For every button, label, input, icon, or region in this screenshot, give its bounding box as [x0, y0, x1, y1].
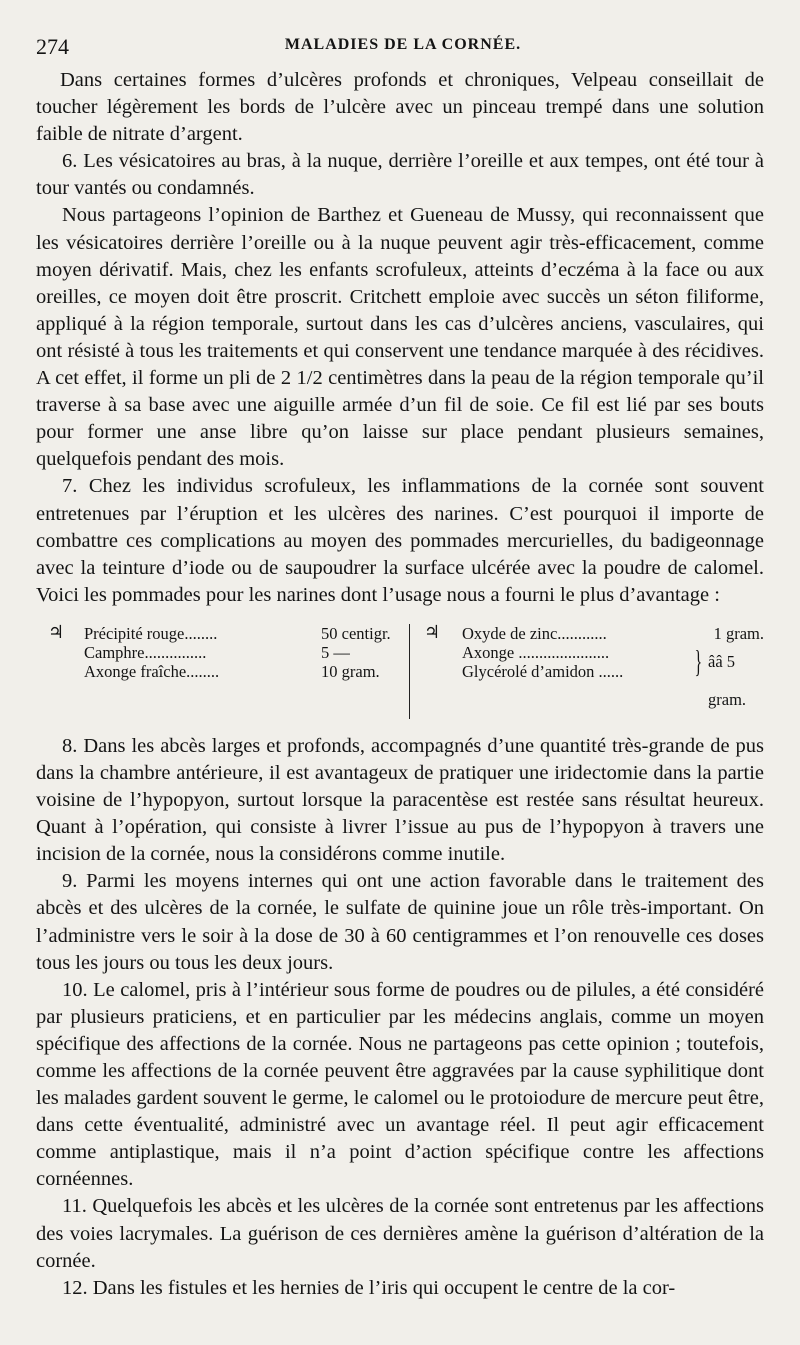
brace-glyph: }	[694, 642, 703, 679]
ingredient: Oxyde de zinc............	[462, 623, 607, 643]
paragraph-10: 10. Le calomel, pris à l’intérieur sous forme de poudres ou de pilules, a été considéré par plusieurs praticiens, et en particulier par les médecins anglais, comme un moyen spécifique des affections de la cornée. Nous ne partageons pas cette opinion ; toutefois, comme les affections de la cornée peuvent être aggravées par la cause syphilitique dont les malades gardent souvent le germe, le calomel ou le protoiodure de mercure peut être, dans cette éventualité, administré avec un avantage réel. Il peut agir efficacement comme antiplastique, mais il n’a point d’action spécifique contre les affections cornéennes.	[36, 978, 764, 1191]
ingredient: Axonge fraîche........	[84, 661, 220, 681]
grouped-quantity: ââ 5 gram.	[708, 651, 747, 709]
ingredient: Camphre...............	[84, 642, 207, 662]
running-head: MALADIES DE LA CORNÉE.	[284, 36, 522, 53]
recipe-row	[36, 621, 401, 643]
page-number: 274	[36, 34, 69, 59]
recipe-row	[36, 643, 401, 662]
recipe-symbol: ♃	[48, 621, 65, 642]
ingredient: Glycérolé d’amidon ......	[462, 661, 624, 681]
paragraph-6: 6. Les vésicatoires au bras, à la nuque, derrière l’oreille et aux tempes, ont été tour à tour vantés ou condamnés.	[36, 150, 764, 200]
paragraph-9: 9. Parmi les moyens internes qui ont une action favorable dans le traitement des abcès et des ulcères de la cornée, le sulfate de quinine joue un rôle très-important. On l’administre vers le soir à la dose de 30 à 60 centigrammes et l’on renouvelle ces doses tous les jours ou tous les deux jours.	[36, 870, 764, 974]
quantity: 5 —	[321, 642, 350, 662]
quantity: 10 gram.	[321, 661, 380, 681]
page-header	[36, 28, 770, 58]
paragraph-12: 12. Dans les fistules et les hernies de l’iris qui occupent le centre de la cor-	[62, 1276, 676, 1299]
paragraph-11: 11. Quelquefois les abcès et les ulcères de la cornée sont entretenus par les affections des voies lacrymales. La guérison de ces dernières amène la guérison d’altération de la cornée.	[36, 1195, 764, 1272]
quantity: 50 centigr.	[321, 623, 391, 643]
ointment-recipes	[36, 621, 764, 719]
recipe-row	[36, 662, 401, 681]
recipe-row	[420, 643, 690, 662]
paragraph-barthez: Nous partageons l’opinion de Barthez et Gueneau de Mussy, qui reconnaissent que les vésicatoires derrière l’oreille ou à la nuque peuvent agir très-efficacement, comme moyen dérivatif. Mais, chez les enfants scrofuleux, atteints d’eczéma à la face ou aux oreilles, ce moyen doit être proscrit. Critchett emploie avec succès un séton filiforme, appliqué à la région temporale, surtout dans les cas d’ulcères anciens, vasculaires, qui ont résisté à tous les traitements et qui conservent une tendance marquée à des récidives. A cet effet, il forme un pli de 2 1/2 centimètres dans la peau de la région temporale qu’il traverse à sa base avec une aiguille armée d’un fil de soie. Ce fil est lié par ses bouts pour former une anse libre qu’on laisse sur place pendant plusieurs semaines, quelquefois pendant des mois.	[36, 204, 764, 471]
ingredient: Axonge ......................	[462, 642, 610, 662]
ingredient: Précipité rouge........	[84, 623, 218, 643]
recipe-brace-group	[420, 643, 764, 719]
quantity: 1 gram.	[713, 623, 764, 643]
paragraph-7: 7. Chez les individus scrofuleux, les inflammations de la cornée sont souvent entretenues par l’éruption et les ulcères des narines. C’est pourquoi il importe de combattre ces complications au moyen des pommades mercurielles, du badigeonnage avec la teinture d’iode ou de saupoudrer la surface ulcérée avec la poudre de calomel. Voici les pommades pour les narines dont l’usage nous a fourni le plus d’avantage :	[36, 475, 764, 606]
recipe-row	[420, 662, 690, 681]
recipe-left	[36, 621, 409, 719]
paragraph-8: 8. Dans les abcès larges et profonds, accompagnés d’une quantité très-grande de pus dans la chambre antérieure, il est avantageux de pratiquer une iridectomie dans la partie voisine de l’hypopyon, surtout lorsque la paracentèse est restée sans résultat heureux. Quant à l’opération, qui consiste à livrer l’issue au pus de l’hypopyon à travers une incision de la cornée, nous la considérons comme inutile.	[36, 734, 764, 866]
recipe-symbol: ♃	[424, 621, 441, 642]
body-text	[36, 67, 764, 1302]
recipe-right	[409, 621, 764, 719]
paragraph-ulceres: Dans certaines formes d’ulcères profonds et chroniques, Velpeau conseillait de toucher légèrement les bords de l’ulcère avec un pinceau trempé dans une solution faible de nitrate d’argent.	[36, 69, 764, 146]
recipe-row	[420, 621, 764, 643]
